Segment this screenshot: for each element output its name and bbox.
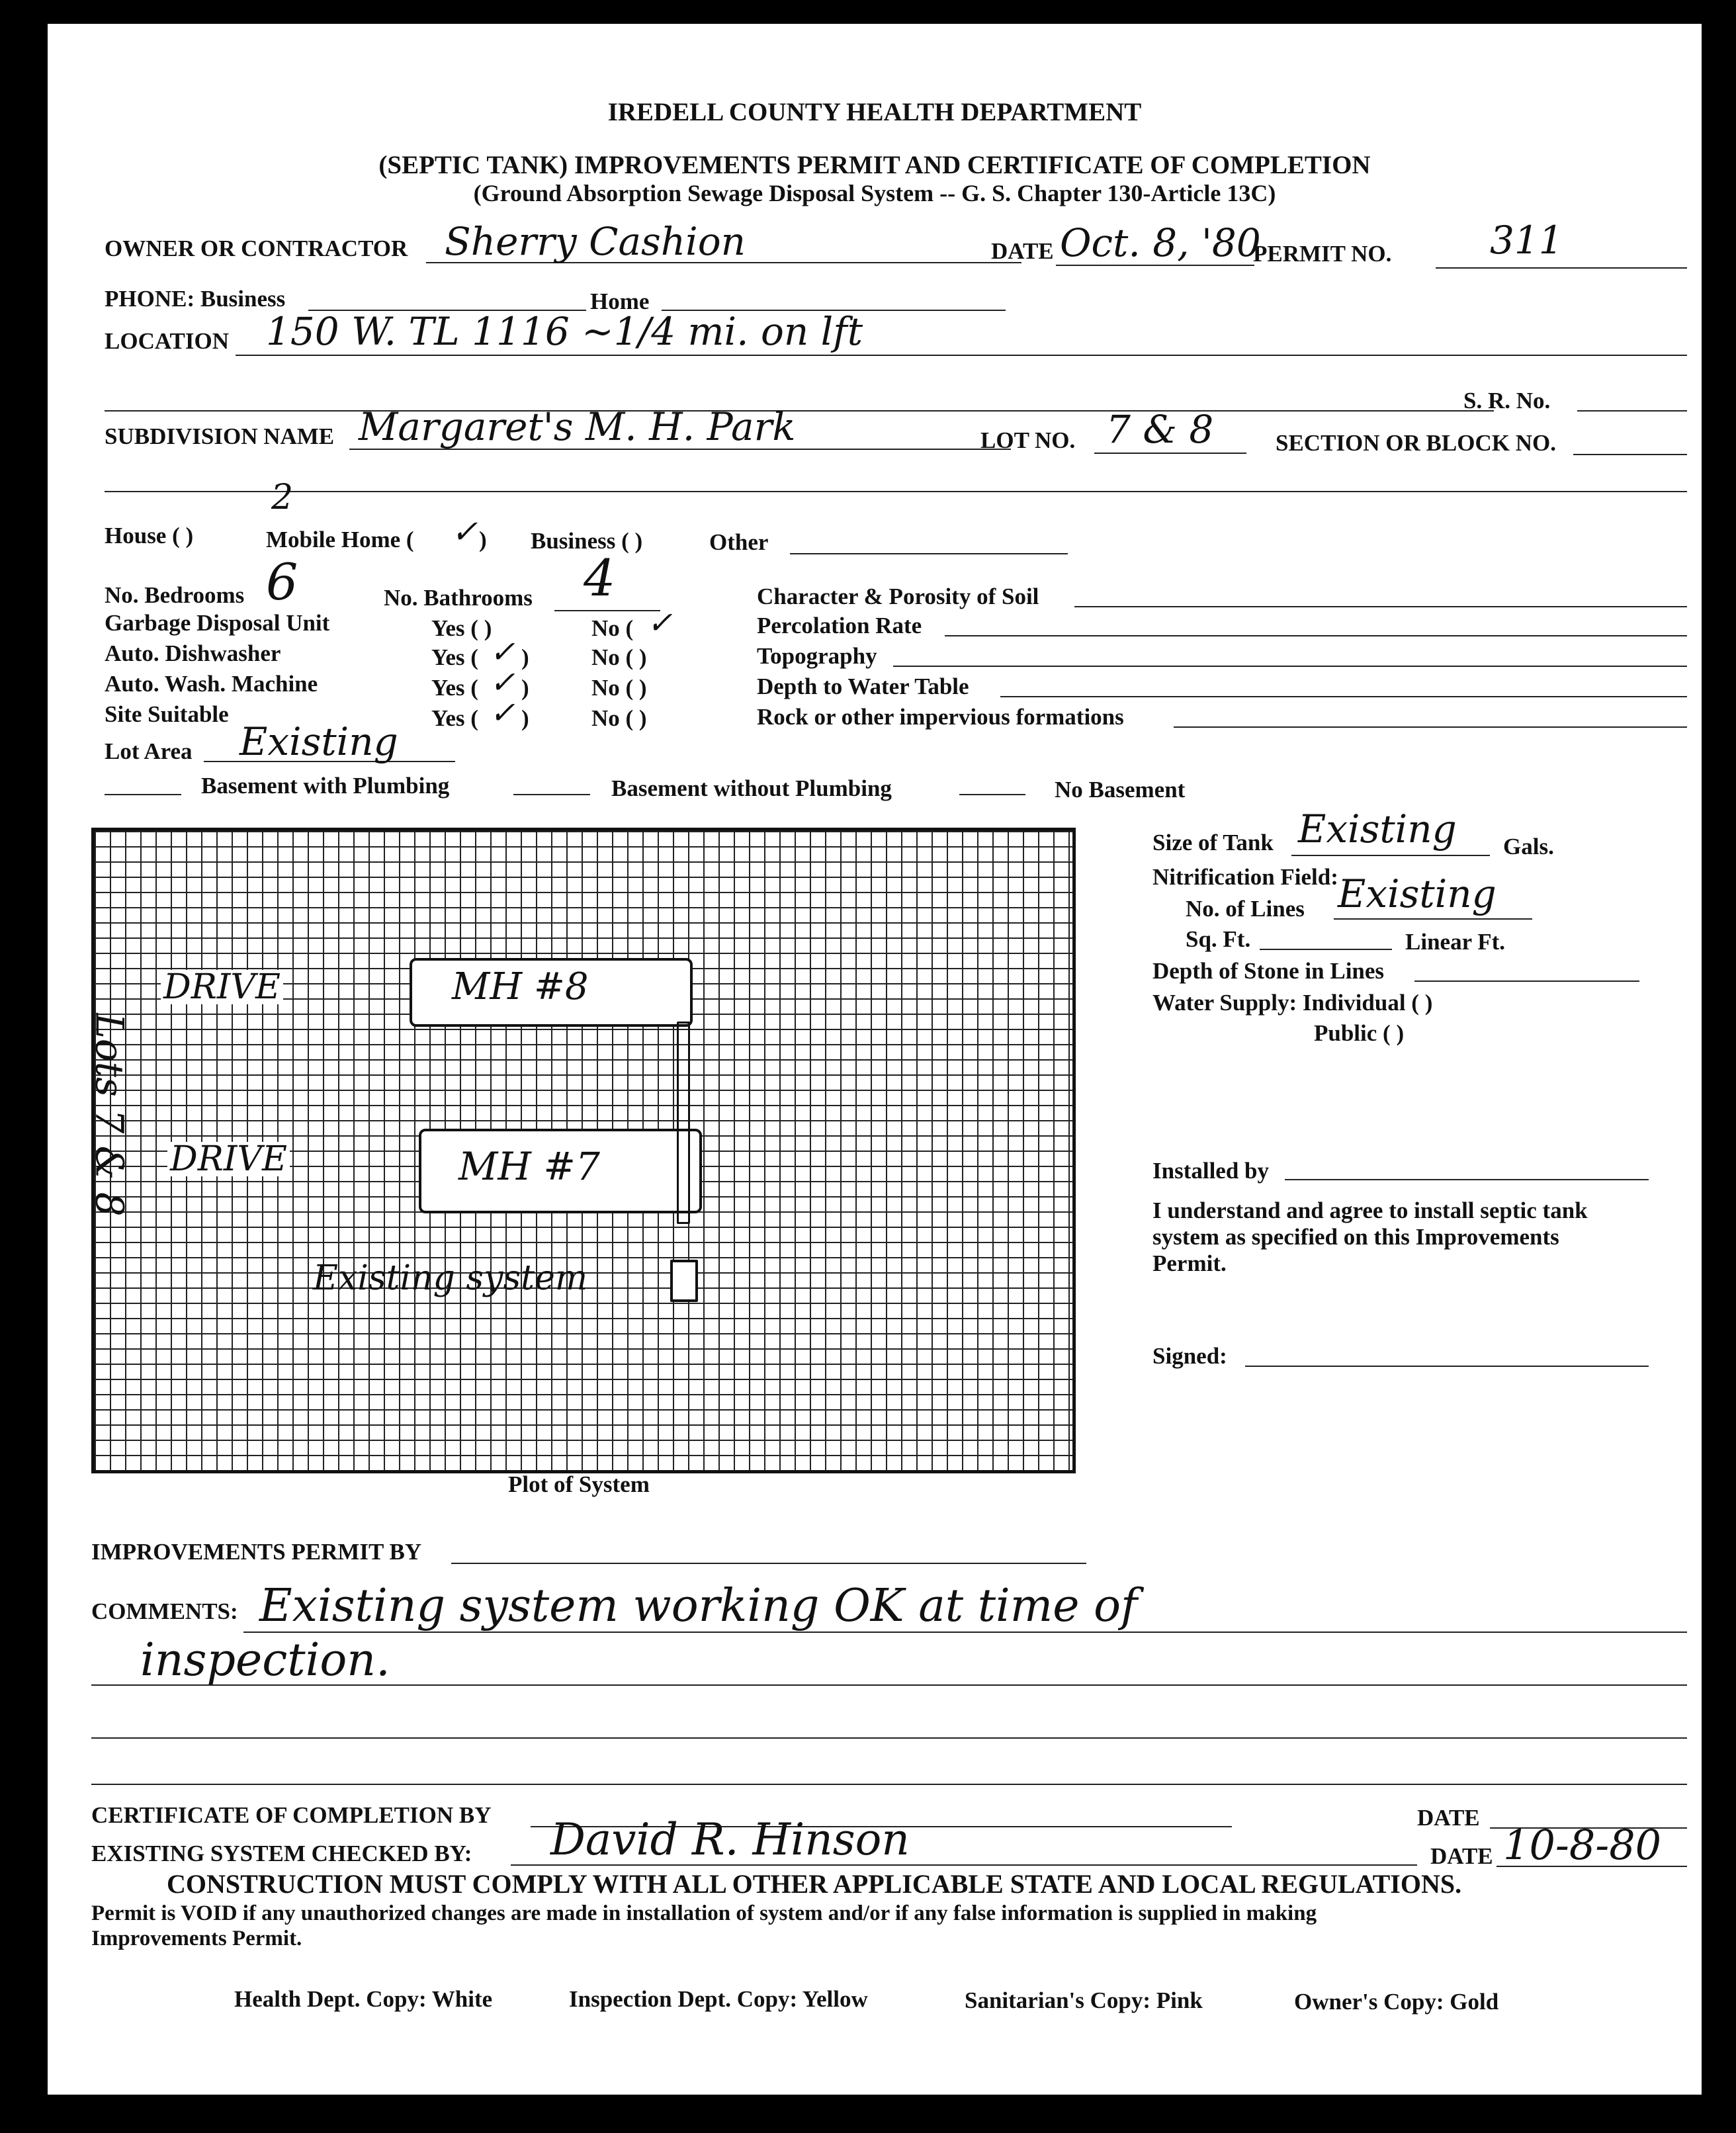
lot-no-label: LOT NO.: [980, 427, 1076, 453]
agree-text-2: system as specified on this Improvements: [1152, 1224, 1559, 1250]
sq-ft-label: Sq. Ft.: [1186, 926, 1251, 952]
plot-drive-2: DRIVE: [167, 1142, 290, 1176]
existing-date-label: DATE: [1430, 1843, 1493, 1869]
site-no: No ( ): [591, 705, 647, 731]
sq-ft-line: [1260, 949, 1392, 950]
date-label: DATE: [991, 238, 1054, 264]
basement-without-blank: [513, 794, 590, 795]
dishwasher-label: Auto. Dishwasher: [105, 640, 281, 666]
plot-pipe: [677, 1022, 690, 1224]
subdivision-value: Margaret's M. H. Park: [359, 404, 796, 449]
dishwasher-yes: Yes (: [431, 644, 478, 670]
location-label: LOCATION: [105, 328, 229, 354]
mobile-home-check: ✓: [451, 513, 478, 550]
permit-no-label: PERMIT NO.: [1253, 241, 1392, 267]
dishwasher-yes-check: ✓: [490, 634, 515, 670]
bathrooms-value: 4: [584, 548, 616, 607]
copy-sanitarian: Sanitarian's Copy: Pink: [965, 1987, 1203, 2013]
other-line: [790, 553, 1068, 554]
plot-existing-system: Existing system: [313, 1258, 588, 1298]
copy-inspection: Inspection Dept. Copy: Yellow: [569, 1986, 868, 2012]
business-label: Business ( ): [531, 528, 643, 554]
void-notice-2: Improvements Permit.: [91, 1927, 302, 1950]
comments-line-3: [91, 1737, 1687, 1739]
water-table-line: [1000, 696, 1687, 697]
signed-line: [1245, 1366, 1649, 1367]
improvements-permit-line: [451, 1563, 1086, 1564]
signed-label: Signed:: [1152, 1343, 1227, 1369]
subdivision-line-2: [105, 491, 1687, 492]
site-suitable-label: Site Suitable: [105, 701, 229, 727]
lot-area-value: Existing: [239, 719, 398, 764]
phone-business-label: PHONE: Business: [105, 286, 286, 312]
dishwasher-no: No ( ): [591, 644, 647, 670]
garbage-no-check: ✓: [647, 605, 673, 640]
house-label: House ( ): [105, 523, 194, 548]
location-value: 150 W. TL 1116 ~1/4 mi. on lft: [266, 309, 863, 354]
water-public-label: Public ( ): [1314, 1020, 1405, 1046]
installed-by-label: Installed by: [1152, 1158, 1270, 1184]
basement-with-blank: [105, 794, 181, 795]
owner-value: Sherry Cashion: [445, 219, 746, 264]
bathrooms-label: No. Bathrooms: [384, 585, 533, 611]
certificate-label: CERTIFICATE OF COMPLETION BY: [91, 1802, 492, 1828]
bedrooms-label: No. Bedrooms: [105, 582, 245, 608]
void-notice-1: Permit is VOID if any unauthorized changes are made in installation of system and/or if any false information is supplied in making: [91, 1901, 1317, 1925]
no-basement-blank: [959, 794, 1025, 795]
certificate-date-label: DATE: [1417, 1805, 1480, 1831]
dishwasher-yes-close: ): [521, 644, 529, 670]
sr-no-label: S. R. No.: [1463, 388, 1551, 414]
owner-label: OWNER OR CONTRACTOR: [105, 236, 408, 261]
permit-title: (SEPTIC TANK) IMPROVEMENTS PERMIT AND CERTIFICATE OF COMPLETION: [378, 151, 1371, 179]
garbage-no: No (: [591, 615, 634, 641]
soil-line: [1074, 606, 1687, 607]
copy-owner: Owner's Copy: Gold: [1294, 1989, 1499, 2015]
lot-area-label: Lot Area: [105, 738, 193, 764]
permit-no-value: 311: [1490, 218, 1563, 263]
permit-subtitle: (Ground Absorption Sewage Disposal System -- G. S. Chapter 130-Article 13C): [473, 180, 1276, 206]
depth-stone-line: [1414, 980, 1639, 982]
comments-label: COMMENTS:: [91, 1598, 238, 1624]
size-tank-label: Size of Tank: [1152, 830, 1274, 855]
depth-stone-label: Depth of Stone in Lines: [1152, 958, 1385, 984]
comments-value-1: Existing system working OK at time of: [259, 1580, 1138, 1632]
site-yes: Yes (: [431, 705, 478, 731]
plot-mh8: MH #8: [452, 965, 589, 1008]
lot-no-value: 7 & 8: [1106, 407, 1214, 452]
garbage-yes: Yes ( ): [431, 615, 492, 641]
wash-yes-close: ): [521, 675, 529, 701]
plot-caption: Plot of System: [508, 1471, 650, 1497]
mobile-home-mark: 2: [271, 478, 294, 517]
size-tank-line: [1291, 855, 1490, 856]
size-tank-value: Existing: [1298, 806, 1457, 851]
site-yes-check: ✓: [490, 695, 515, 730]
topography-label: Topography: [757, 643, 877, 669]
no-lines-value: Existing: [1338, 871, 1497, 916]
existing-checked-label: EXISTING SYSTEM CHECKED BY:: [91, 1841, 472, 1866]
wash-no: No ( ): [591, 675, 647, 701]
plot-side-note: Lots 7 & 8: [87, 1013, 132, 1217]
department-title: IREDELL COUNTY HEALTH DEPARTMENT: [607, 98, 1142, 126]
water-table-label: Depth to Water Table: [757, 674, 969, 699]
site-yes-close: ): [521, 705, 529, 731]
plot-mh7: MH #7: [458, 1144, 600, 1189]
mobile-home-close: ): [479, 527, 487, 552]
sr-no-line: [1577, 410, 1687, 412]
bathrooms-line: [554, 610, 660, 611]
plot-drive-1: DRIVE: [161, 970, 283, 1004]
nitrification-label: Nitrification Field:: [1152, 864, 1338, 890]
location-line: [236, 355, 1687, 356]
construction-notice: CONSTRUCTION MUST COMPLY WITH ALL OTHER APPLICABLE STATE AND LOCAL REGULATIONS.: [167, 1869, 1462, 1899]
section-block-label: SECTION OR BLOCK NO.: [1276, 430, 1556, 456]
wash-yes: Yes (: [431, 675, 478, 701]
soil-label: Character & Porosity of Soil: [757, 584, 1039, 609]
wash-machine-label: Auto. Wash. Machine: [105, 671, 318, 697]
agree-text-1: I understand and agree to install septic tank: [1152, 1197, 1588, 1223]
gals-label: Gals.: [1503, 834, 1554, 859]
rock-line: [1174, 726, 1687, 728]
no-basement-label: No Basement: [1055, 777, 1186, 803]
rock-label: Rock or other impervious formations: [757, 704, 1124, 730]
phone-home-label: Home: [590, 288, 650, 314]
topography-line: [893, 666, 1687, 667]
wash-yes-check: ✓: [490, 664, 515, 700]
basement-with-label: Basement with Plumbing: [201, 773, 450, 799]
permit-no-line: [1436, 267, 1687, 269]
linear-ft-label: Linear Ft.: [1405, 929, 1506, 955]
section-block-line: [1573, 454, 1687, 455]
location-line-2: [105, 410, 1494, 412]
no-lines-line: [1334, 918, 1532, 920]
basement-without-label: Basement without Plumbing: [611, 775, 892, 801]
improvements-permit-label: IMPROVEMENTS PERMIT BY: [91, 1539, 422, 1565]
other-label: Other: [709, 529, 769, 555]
no-lines-label: No. of Lines: [1186, 896, 1305, 922]
copy-health: Health Dept. Copy: White: [234, 1986, 493, 2012]
plot-tank: [670, 1260, 698, 1302]
installed-by-line: [1285, 1179, 1649, 1180]
date-value: Oct. 8, '80: [1060, 220, 1261, 265]
perc-label: Percolation Rate: [757, 613, 922, 638]
mobile-home-label: Mobile Home (: [266, 527, 414, 552]
existing-checked-value: David R. Hinson: [550, 1814, 910, 1865]
permit-document: [48, 24, 1702, 2095]
existing-date-value: 10-8-80: [1503, 1821, 1662, 1869]
lot-no-line: [1094, 453, 1246, 454]
subdivision-label: SUBDIVISION NAME: [105, 423, 335, 449]
comments-value-2: inspection.: [140, 1634, 390, 1686]
perc-line: [945, 635, 1687, 636]
agree-text-3: Permit.: [1152, 1250, 1227, 1276]
plot-grid: [87, 828, 1076, 1473]
bedrooms-value: 6: [266, 552, 298, 611]
comments-line-4: [91, 1784, 1687, 1785]
garbage-label: Garbage Disposal Unit: [105, 610, 330, 636]
water-supply-label: Water Supply: Individual ( ): [1152, 990, 1433, 1016]
